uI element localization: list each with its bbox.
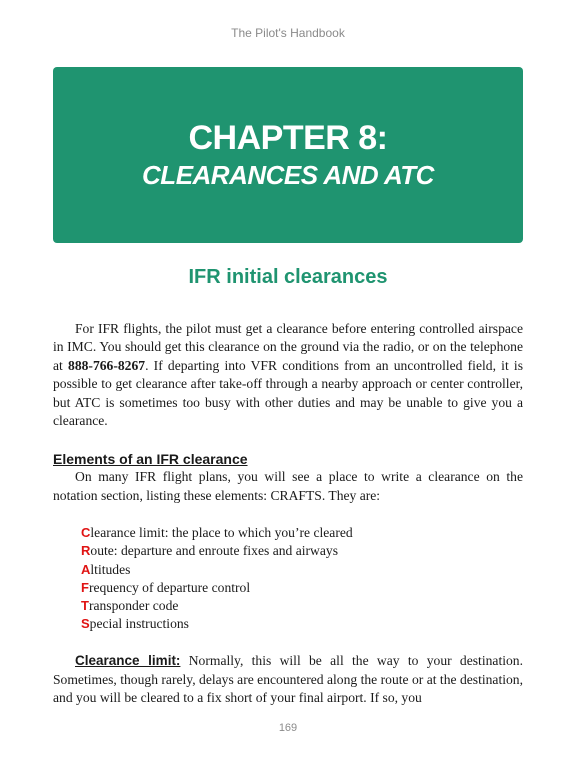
list-item (81, 561, 523, 579)
list-item (81, 579, 523, 597)
crafts-letter: S (81, 616, 90, 632)
book-title: The Pilot's Handbook (231, 26, 345, 40)
list-item (81, 615, 523, 633)
chapter-banner (53, 67, 523, 243)
crafts-list (53, 524, 523, 633)
page-number: 169 (278, 722, 298, 734)
list-item (81, 542, 523, 560)
paragraph-clearance-limit (53, 652, 523, 707)
crafts-letter: F (81, 579, 89, 595)
list-item-text: oute: departure and enroute fixes and airways (90, 543, 338, 559)
crafts-letter: T (81, 598, 89, 614)
list-item-text: learance limit: the place to which you’re cleared (90, 525, 353, 541)
phone-number: 888-766-8267 (68, 357, 146, 373)
paragraph-crafts-intro: On many IFR flight plans, you will see a place to write a clearance on the notation section, listing these elements: CRAFTS. They are: (53, 469, 523, 503)
list-item (81, 524, 523, 542)
list-item-text: pecial instructions (89, 616, 189, 632)
page-content (53, 320, 523, 708)
paragraph-text: For IFR flights, the pilot must get a clearance before entering controlled airspace in IMC. You should get this clearance on the ground via the radio, or on the telephone at (53, 321, 523, 373)
chapter-title: CLEARANCES AND ATC (142, 160, 434, 190)
section-heading: IFR initial clearances (188, 266, 388, 288)
term-clearance-limit: Clearance limit: (75, 653, 181, 669)
subsection-heading: Elements of an IFR clearance (53, 451, 248, 468)
paragraph-text: Normally, this will be all the way to your destination. Sometimes, though rarely, delays are encountered along the route or at the destination, and you will be cleared to a fix short of your final airport. If so, you (53, 653, 523, 706)
chapter-number: CHAPTER 8: (188, 119, 388, 157)
list-item-text: ransponder code (88, 598, 179, 614)
paragraph-text: . If departing into VFR conditions from an uncontrolled field, it is possible to get clearance after take-off through a nearby approach or center controller, but ATC is sometimes too busy with other duties and may be unable to give you a clearance. (53, 357, 524, 429)
crafts-letter: A (81, 561, 91, 577)
paragraph-ifr-flights (53, 320, 523, 430)
list-item-text: requency of departure control (88, 579, 251, 595)
crafts-letter: R (81, 543, 91, 559)
list-item-text: ltitudes (90, 561, 131, 577)
list-item (81, 597, 523, 615)
crafts-letter: C (81, 525, 91, 541)
